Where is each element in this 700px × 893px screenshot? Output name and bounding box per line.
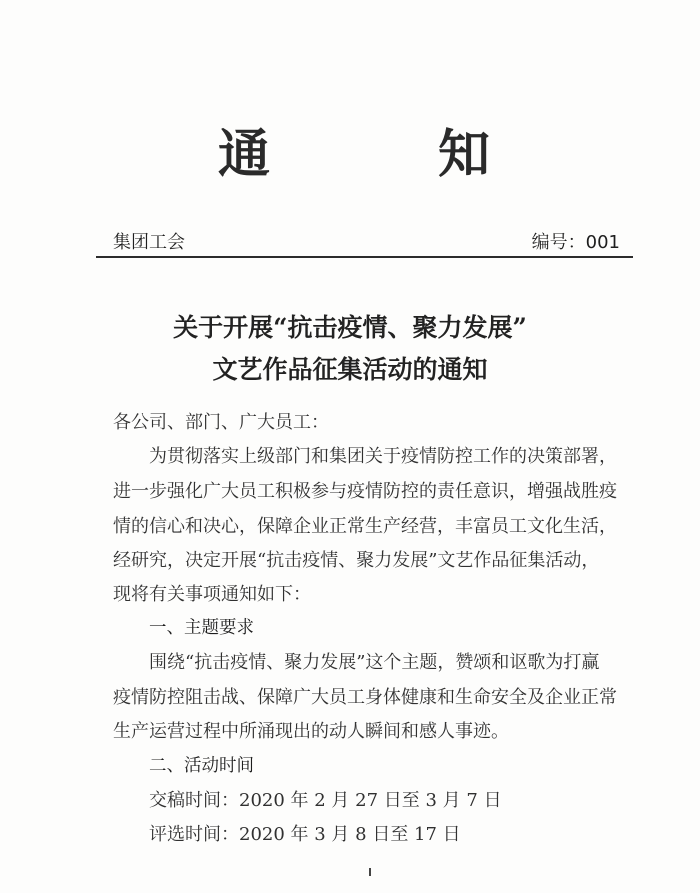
intro-line-5: 现将有关事项通知如下： xyxy=(113,584,311,605)
submission-period: 交稿时间：2020 年 2 月 27 日至 3 月 7 日 xyxy=(149,790,502,811)
section-1-line-3: 生产运营过程中所涌现出的动人瞬间和感人事迹。 xyxy=(113,721,509,742)
section-1-line-1: 围绕“抗击疫情、聚力发展”这个主题，赞颂和讴歌为打赢 xyxy=(149,652,600,673)
page-number-mark xyxy=(369,868,371,876)
intro-line-1: 为贯彻落实上级部门和集团关于疫情防控工作的决策部署， xyxy=(149,446,617,467)
intro-line-2: 进一步强化广大员工积极参与疫情防控的责任意识，增强战胜疫 xyxy=(113,481,617,502)
intro-line-4: 经研究，决定开展“抗击疫情、聚力发展”文艺作品征集活动， xyxy=(113,550,600,571)
header-divider xyxy=(96,256,633,258)
subject-line-1: 关于开展“抗击疫情、聚力发展” xyxy=(173,313,527,342)
title-char-tong: 通 xyxy=(218,124,273,185)
document-number: 编号：001 xyxy=(531,232,620,253)
section-1-heading: 一、主题要求 xyxy=(149,618,254,638)
review-period: 评选时间：2020 年 3 月 8 日至 17 日 xyxy=(149,824,461,845)
section-2-heading: 二、活动时间 xyxy=(149,756,254,776)
salutation: 各公司、部门、广大员工： xyxy=(113,412,329,433)
issuing-organization: 集团工会 xyxy=(113,232,185,253)
title-char-zhi: 知 xyxy=(438,124,493,185)
subject-line-2: 文艺作品征集活动的通知 xyxy=(212,355,488,384)
section-1-line-2: 疫情防控阻击战、保障广大员工身体健康和生命安全及企业正常 xyxy=(113,687,617,708)
notice-title xyxy=(0,112,700,185)
intro-line-3: 情的信心和决心，保障企业正常生产经营，丰富员工文化生活， xyxy=(113,516,617,537)
